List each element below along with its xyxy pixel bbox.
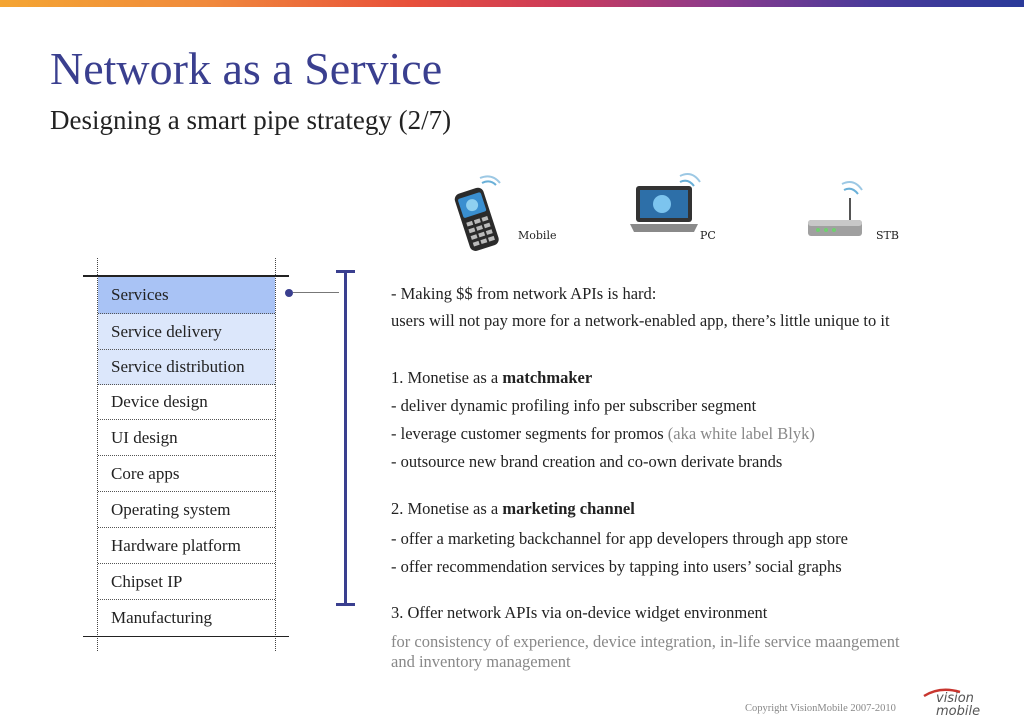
stack-layer-label: Core apps [111,463,180,483]
mobile-phone-icon [450,175,510,259]
intro-line: - Making $$ from network APIs is hard: [391,284,657,303]
visionmobile-logo [920,688,1002,722]
stack-layer-label: Service distribution [111,357,245,376]
stack-layer-label: Operating system [111,499,231,519]
section-3-heading: 3. Offer network APIs via on-device widget environment [391,603,768,622]
section-1-item [391,424,815,444]
stack-layer-device-design [98,385,275,420]
stack-layer-label: Services [111,285,169,304]
logo-text-bottom: mobile [936,704,981,718]
section-2-heading [391,499,635,519]
section-2-item: - offer recommendation services by tapping into users’ social graphs [391,557,842,576]
laptop-icon [628,168,708,242]
section-3-note-line-2: and inventory management [391,652,571,671]
stack-layer-label: Hardware platform [111,535,241,555]
bracket-bar [344,270,347,606]
section-1-keyword: matchmaker [502,368,593,387]
stack-layer-hardware-platform [98,528,275,564]
stack-layer-label: UI design [111,427,178,447]
stack-guide-right [275,258,276,651]
page-subtitle: Designing a smart pipe strategy (2/7) [50,105,452,135]
section-2-prefix: 2. Monetise as a [391,499,503,518]
stack-layer-label: Device design [111,392,208,411]
section-1-heading [391,368,592,388]
stack-layer-ui-design [98,420,275,456]
set-top-box-icon [806,176,866,244]
device-label-pc: PC [700,229,716,242]
section-1-item-note: (aka white label Blyk) [667,424,815,443]
stack-layer-core-apps [98,456,275,492]
stack-layer-service-delivery [98,314,275,350]
section-3-note-line-1: for consistency of experience, device integration, in-life service maangement [391,632,900,651]
device-label-stb: STB [876,229,899,242]
page-title: Network as a Service [50,43,443,94]
stack-bottom-border [83,636,289,637]
section-1-item: - deliver dynamic profiling info per subscriber segment [391,396,757,415]
section-2-keyword: marketing channel [502,499,635,518]
stack-layer-chipset-ip [98,564,275,600]
stack-layer-label: Manufacturing [111,608,213,627]
stack-layer-label: Chipset IP [111,571,183,591]
stack-layer-label: Service delivery [111,321,222,341]
connector-line [293,292,339,293]
stack-layer-manufacturing [98,600,275,636]
connector-dot [285,289,293,297]
stack-layer-service-distribution [98,350,275,385]
section-1-item: - outsource new brand creation and co-own derivate brands [391,452,783,471]
device-label-mobile: Mobile [518,229,557,242]
logo-text-top: vision [936,691,974,706]
section-1-prefix: 1. Monetise as a [391,368,503,387]
intro-detail: users will not pay more for a network-enabled app, there’s little unique to it [391,311,890,330]
stack-layer-services [98,277,275,314]
section-2-item: - offer a marketing backchannel for app developers through app store [391,529,848,548]
stack-layer-operating-system [98,492,275,528]
bracket-bottom [336,603,355,606]
copyright-text: Copyright VisionMobile 2007-2010 [745,703,896,714]
top-gradient-bar [0,0,1024,7]
section-1-item-text: - leverage customer segments for promos [391,424,668,443]
